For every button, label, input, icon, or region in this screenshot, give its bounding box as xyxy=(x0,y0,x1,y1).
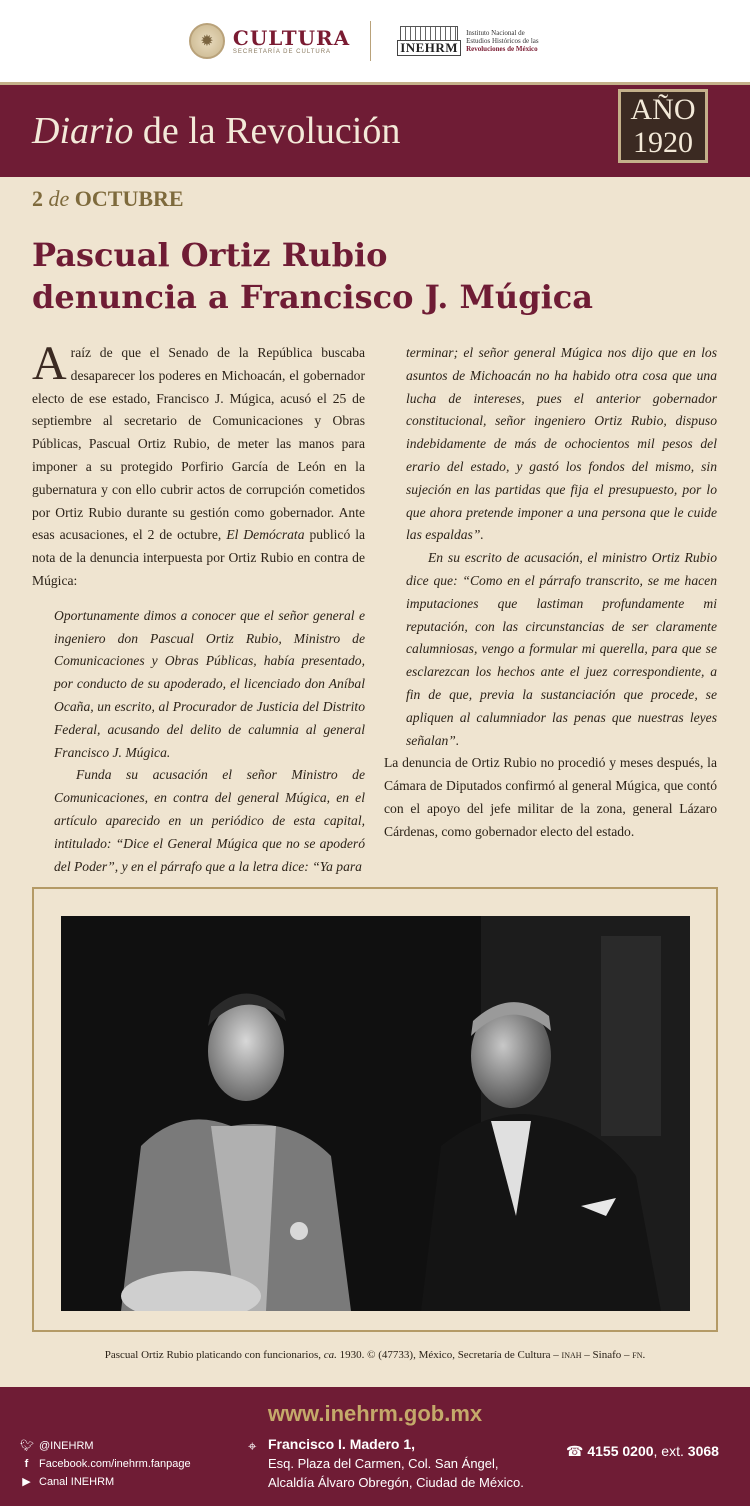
top-logo-bar xyxy=(0,0,750,82)
cultura-name: CULTURA xyxy=(232,26,351,50)
inehrm-wordmark: INEHRM xyxy=(397,40,461,56)
quote-paragraph: Funda su acusación el señor Ministro de Comunicaciones, en contra del general Múgica, en el artículo aparecido en un periódico de esta capital, intitulado: “Dice el General Múgica que no se apoderó del Poder”, y en el párrafo que a la letra dice: “Ya para xyxy=(54,767,365,874)
youtube-icon: ▶ xyxy=(22,1476,31,1488)
building-icon xyxy=(400,26,458,40)
article-date: 2 de OCTUBRE xyxy=(32,186,184,211)
article-column-right xyxy=(384,342,717,844)
address: ⌖ Francisco I. Madero 1, Esq. Plaza del Carmen, Col. San Ángel, Alcaldía Álvaro Obregón, Ciudad de México. xyxy=(248,1436,524,1490)
phone-icon: ☎ xyxy=(566,1443,584,1459)
website-link[interactable]: www.inehrm.gob.mx xyxy=(267,1401,483,1426)
youtube-link[interactable]: ▶ Canal INEHRM xyxy=(20,1473,191,1491)
article-paragraph: La denuncia de Ortiz Rubio no procedió y meses después, la Cámara de Diputados confirmó al general Múgica, que contó con el apoyo del jefe militar de la zona, general Lázaro Cárdenas, como gobernador electo del estado. xyxy=(384,755,717,839)
page-title: Diario de la Revolución xyxy=(32,110,401,152)
article-headline: Pascual Ortiz Rubio denuncia a Francisco J. Múgica xyxy=(32,236,593,316)
year-label: AÑO xyxy=(630,93,696,126)
year-badge xyxy=(618,89,708,163)
twitter-link[interactable]: 🐦︎ @INEHRM xyxy=(20,1437,191,1455)
historical-photo xyxy=(61,916,690,1311)
cultura-logo[interactable] xyxy=(189,23,350,59)
twitter-icon: 🐦︎ xyxy=(20,1440,34,1452)
facebook-icon: f xyxy=(24,1458,29,1470)
year-value: 1920 xyxy=(633,126,693,159)
inehrm-description: Instituto Nacional de Estudios Históricos de las Revoluciones de México xyxy=(466,29,539,53)
photo-caption: Pascual Ortiz Rubio platicando con funcionarios, ca. 1930. © (47733), México, Secretaría de Cultura – inah – Sinafo – fn. xyxy=(104,1349,646,1361)
header-band xyxy=(0,82,750,177)
photo-frame xyxy=(32,887,718,1332)
drop-cap: A xyxy=(32,337,67,390)
seal-icon: ✹ xyxy=(189,23,225,59)
quote-paragraph: En su escrito de acusación, el ministro Ortiz Rubio dice que: “Como en el párrafo transcrito, se me hacen imputaciones que lastiman profundamente mi reputación, con las circunstancias de ser claramente calumniosas, vengo a formular mi querella, para que se esclarezcan los hechos ante el juez correspondiente, a fin de que, previa la sustanciación que procede, se apliquen al calumniador las penas que nuestras leyes señalan”. xyxy=(406,550,717,748)
quote-paragraph: Oportunamente dimos a conocer que el señor general e ingeniero don Pascual Ortiz Rubio, Ministro de Comunicaciones y Obras Públicas, había presentado, por conducto de su apoderado, el licenciado don Aníbal Ocaña, un escrito, al Procurador de Justicia del Distrito Federal, acusando del delito de calumnia al general Francisco J. Múgica. xyxy=(54,607,365,760)
cultura-subtitle: SECRETARÍA DE CULTURA xyxy=(232,49,332,55)
footer xyxy=(0,1387,750,1506)
social-links xyxy=(20,1437,191,1491)
facebook-link[interactable]: f Facebook.com/inehrm.fanpage xyxy=(20,1455,191,1473)
inehrm-logo[interactable] xyxy=(397,26,561,56)
logo-divider xyxy=(370,21,371,61)
phone-number[interactable]: ☎ 4155 0200, ext. 3068 xyxy=(566,1443,719,1459)
article-column-left xyxy=(32,337,366,878)
location-pin-icon: ⌖ xyxy=(248,1438,257,1455)
quote-paragraph: terminar; el señor general Múgica nos dijo que en los asuntos de Michoacán no ha habido otra cosa que una lucha de intereses, pues el anterior gobernador constitucional, señor ingeniero Ortiz Rubio, dispuso indebidamente de más de ochocientos mil pesos del erario del estado, y gastó los fondos del mismo, sin sujeción en las partidas que fija el presupuesto, por lo que ahora pretende imponer a una persona que le cuide las espaldas”. xyxy=(406,345,717,543)
photo-illustration xyxy=(61,916,690,1311)
article-paragraph: Araíz de que el Senado de la República buscaba desaparecer los poderes en Michoacán, el gobernador electo de ese estado, Francisco J. Múgica, acusó el 25 de septiembre al secretario de Comunicaciones y Obras Públicas, Pascual Ortiz Rubio, de meter las manos para imponer a su protegido Porfirio García de León en la gubernatura y con ello cubrir actos de corrupción cometidos por Ortiz Rubio durante su gestión como gobernador. Ante esas acusaciones, el 2 de octubre, El Demócrata publicó la nota de la denuncia interpuesta por Ortiz Rubio en contra de Múgica: xyxy=(32,337,366,588)
